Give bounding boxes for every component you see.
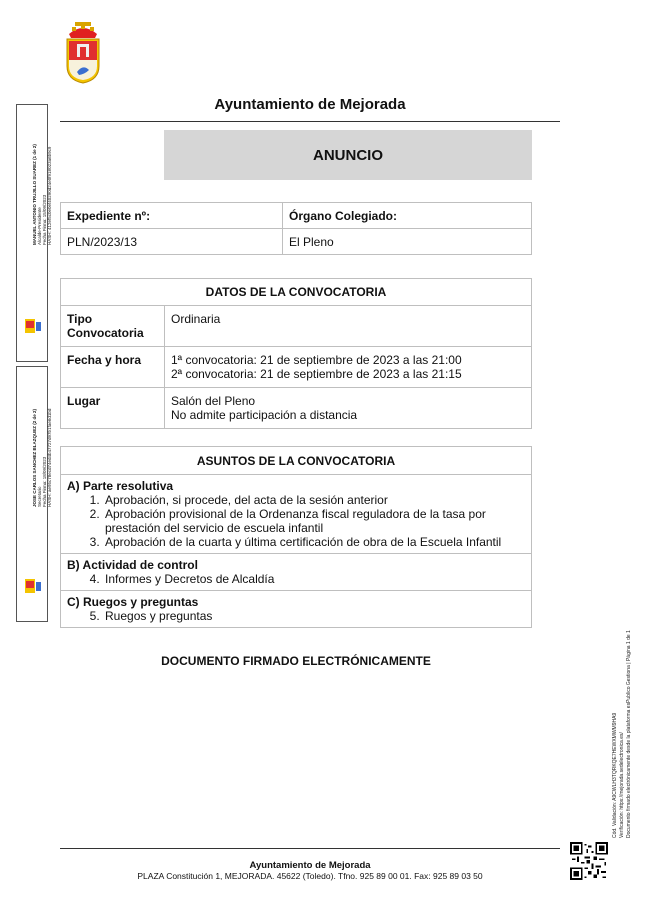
fecha-line-2: 2ª convocatoria: 21 de septiembre de 2023 a las 21:15 <box>171 367 462 381</box>
signature-2-text: JOSE CARLOS SANCHEZ BLAZQUEZ (2 de 2) Secretario Fecha Firma: 18/09/2023 HASH: ae95c78ecd74ed4b47727d97b1fae6d1bd <box>32 408 52 507</box>
seal-icon <box>21 317 43 335</box>
fecha-line-1: 1ª convocatoria: 21 de septiembre de 2023 a las 21:00 <box>171 353 462 367</box>
section-b <box>61 554 532 591</box>
lugar-line-1: Salón del Pleno <box>171 394 256 408</box>
lugar-value <box>165 388 532 429</box>
header-divider <box>60 121 560 122</box>
list-item: 1. Aprobación, si procede, del acta de la sesión anterior <box>103 493 525 507</box>
section-a <box>61 475 532 554</box>
tipo-label: Tipo Convocatoria <box>61 306 165 347</box>
list-item: 4. Informes y Decretos de Alcaldía <box>103 572 525 586</box>
section-b-title: B) Actividad de control <box>67 558 198 572</box>
signature-1-text: MANUEL ANTONIO TRUJILLO SUAREZ (1 de 2) Alcalde-Presidente Fecha Firma: 15/09/2023 HASH: 412ef5c0e0ef40290d24e0f918023a6b9c9 <box>32 144 52 245</box>
footer <box>60 860 560 882</box>
list-item: 2. Aprobación provisional de la Ordenanza fiscal reguladora de la tasa por prestación del servicio de escuela infantil <box>103 507 525 535</box>
lugar-line-2: No admite participación a distancia <box>171 408 358 422</box>
fecha-label: Fecha y hora <box>61 347 165 388</box>
signature-stamp-1 <box>16 104 52 362</box>
expediente-label: Expediente nº: <box>61 203 283 229</box>
list-item: 3. Aprobación de la cuarta y última certificación de obra de la Escuela Infantil <box>103 535 525 549</box>
tipo-value: Ordinaria <box>165 306 532 347</box>
organo-value: El Pleno <box>283 229 532 255</box>
qr-code-icon[interactable] <box>570 842 608 880</box>
asuntos-heading: ASUNTOS DE LA CONVOCATORIA <box>61 447 532 475</box>
organo-label: Órgano Colegiado: <box>283 203 532 229</box>
footer-divider <box>60 848 560 849</box>
asuntos-convocatoria-table <box>60 446 532 628</box>
signature-stamp-2 <box>16 366 52 622</box>
document-title: ANUNCIO <box>164 130 532 180</box>
footer-organization: Ayuntamiento de Mejorada <box>249 860 371 871</box>
expediente-value: PLN/2023/13 <box>61 229 283 255</box>
section-c <box>61 591 532 628</box>
footer-address: PLAZA Constitución 1, MEJORADA. 45622 (Toledo). Tfno. 925 89 00 01. Fax: 925 89 03 50 <box>137 871 483 881</box>
datos-convocatoria-table <box>60 278 532 429</box>
signed-note: DOCUMENTO FIRMADO ELECTRÓNICAMENTE <box>161 654 431 668</box>
municipal-crest-icon <box>63 22 103 84</box>
list-item: 5. Ruegos y preguntas <box>103 609 525 623</box>
seal-icon <box>21 577 43 595</box>
expediente-table <box>60 202 532 255</box>
section-a-title: A) Parte resolutiva <box>67 479 174 493</box>
section-c-title: C) Ruegos y preguntas <box>67 595 199 609</box>
datos-heading: DATOS DE LA CONVOCATORIA <box>61 279 532 306</box>
organization-header: Ayuntamiento de Mejorada <box>214 96 406 113</box>
verification-text: Cód. Validación: A9CWLH3TQRKQE7HEWXMWM9HA9 Verificación: https://mejorada.sedelectronica.es/ Documento firmado electrónicamente desde la plataforma esPublico Gestiona | Página 1 de 1 <box>612 630 632 838</box>
lugar-label: Lugar <box>61 388 165 429</box>
fecha-value <box>165 347 532 388</box>
